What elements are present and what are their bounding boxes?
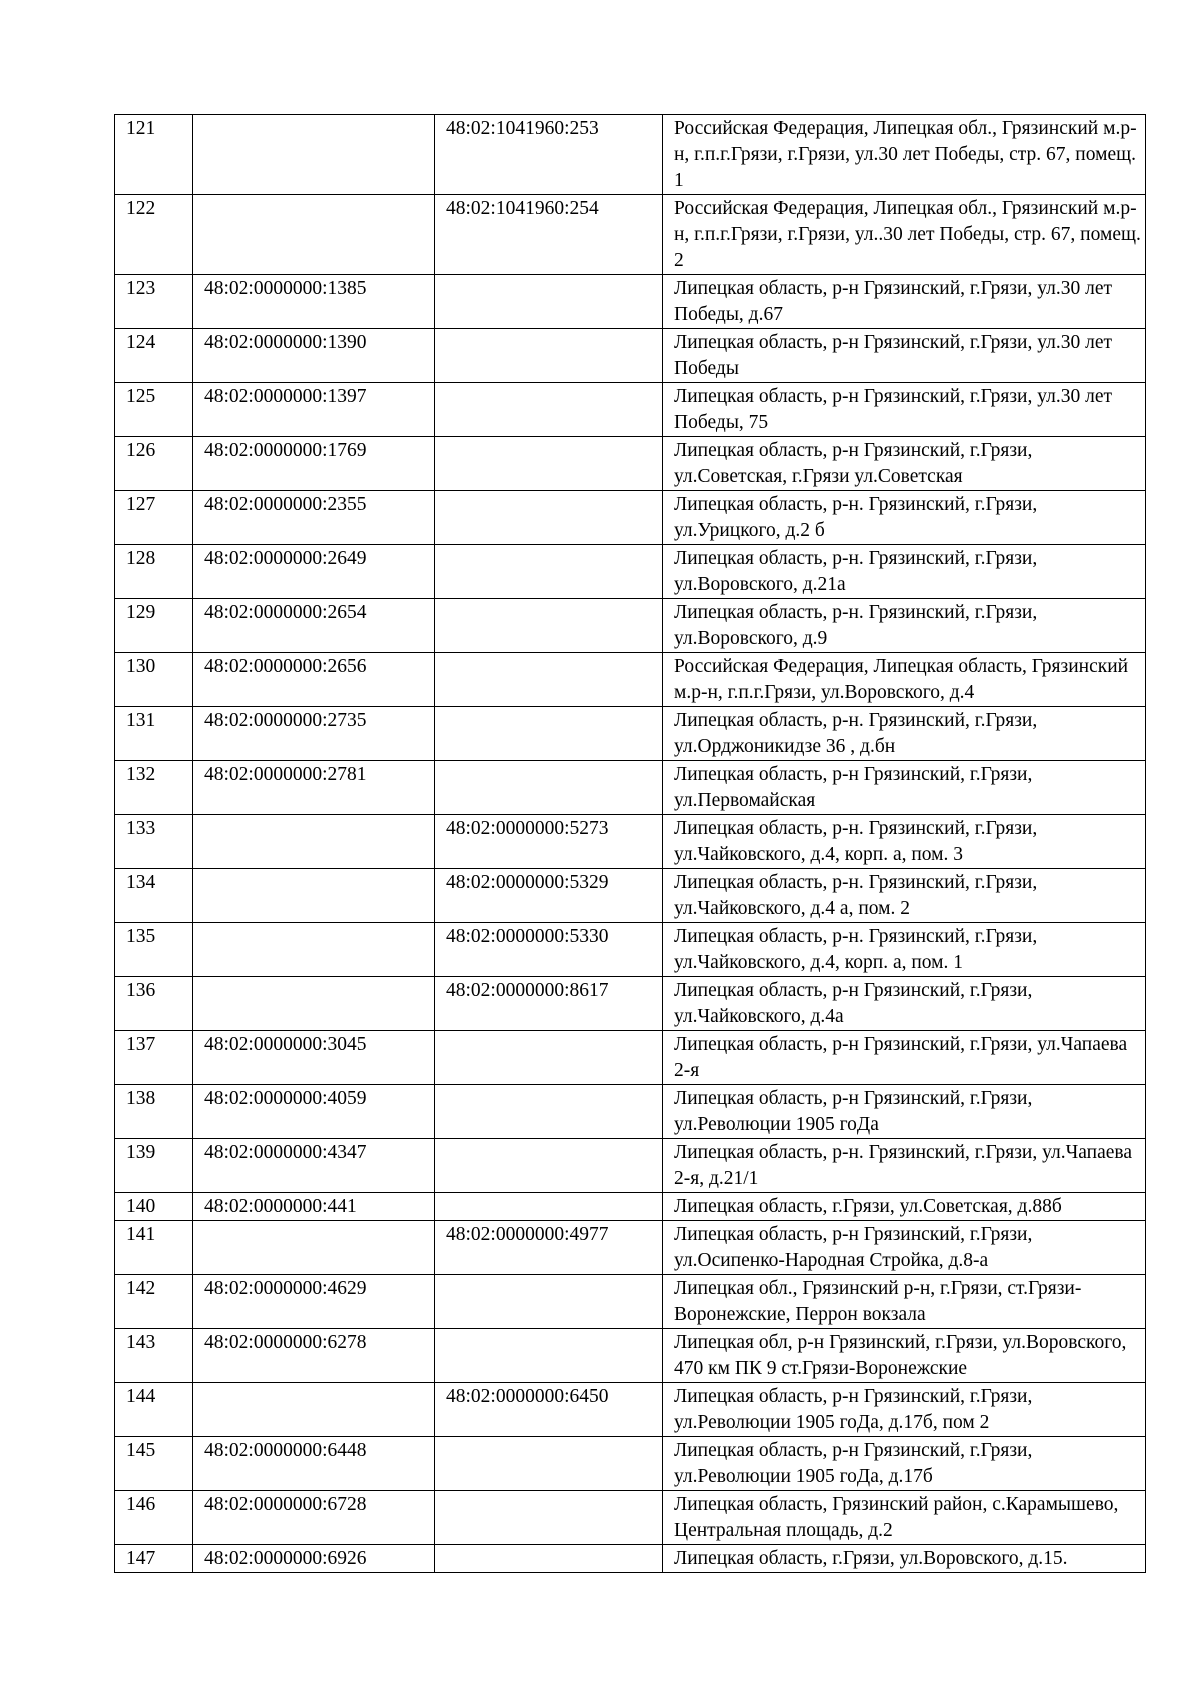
cadastral-number-cell: 48:02:0000000:3045	[193, 1031, 435, 1085]
cadastral-number-premises-cell: 48:02:0000000:8617	[435, 977, 663, 1031]
address-cell: Липецкая область, р-н Грязинский, г.Грязи, ул.Первомайская	[663, 761, 1146, 815]
table-row	[115, 977, 1146, 1031]
cadastral-number-premises-cell: 48:02:0000000:4977	[435, 1221, 663, 1275]
address-cell: Липецкая область, р-н. Грязинский, г.Грязи, ул.Чайковского, д.4, корп. а, пом. 1	[663, 923, 1146, 977]
address-cell: Липецкая область, р-н. Грязинский, г.Грязи, ул.Чайковского, д.4, корп. а, пом. 3	[663, 815, 1146, 869]
cadastral-number-premises-cell: 48:02:0000000:5330	[435, 923, 663, 977]
address-cell: Российская Федерация, Липецкая обл., Грязинский м.р-н, г.п.г.Грязи, г.Грязи, ул..30 лет Победы, стр. 67, помещ. 2	[663, 195, 1146, 275]
row-number: 145	[115, 1437, 193, 1491]
table-row	[115, 815, 1146, 869]
cadastral-number-cell: 48:02:0000000:2355	[193, 491, 435, 545]
address-cell: Липецкая область, р-н Грязинский, г.Грязи, ул.Осипенко-Народная Стройка, д.8-а	[663, 1221, 1146, 1275]
address-cell: Липецкая область, р-н Грязинский, г.Грязи, ул.30 лет Победы, д.67	[663, 275, 1146, 329]
cadastral-number-premises-cell	[435, 275, 663, 329]
cadastral-number-cell	[193, 977, 435, 1031]
table-row	[115, 1545, 1146, 1573]
row-number: 134	[115, 869, 193, 923]
table-row	[115, 653, 1146, 707]
cadastral-number-premises-cell: 48:02:0000000:5273	[435, 815, 663, 869]
row-number: 146	[115, 1491, 193, 1545]
row-number: 141	[115, 1221, 193, 1275]
address-cell: Липецкая область, р-н. Грязинский, г.Грязи, ул.Чайковского, д.4 а, пом. 2	[663, 869, 1146, 923]
cadastral-number-premises-cell	[435, 1545, 663, 1573]
cadastral-number-premises-cell	[435, 329, 663, 383]
table-row	[115, 1383, 1146, 1437]
cadastral-number-premises-cell	[435, 545, 663, 599]
address-cell: Липецкая область, р-н Грязинский, г.Грязи, ул.30 лет Победы	[663, 329, 1146, 383]
row-number: 121	[115, 115, 193, 195]
cadastral-number-premises-cell	[435, 1275, 663, 1329]
cadastral-number-premises-cell	[435, 653, 663, 707]
row-number: 139	[115, 1139, 193, 1193]
address-cell: Российская Федерация, Липецкая обл., Грязинский м.р-н, г.п.г.Грязи, г.Грязи, ул.30 лет Победы, стр. 67, помещ. 1	[663, 115, 1146, 195]
cadastral-number-cell: 48:02:0000000:1397	[193, 383, 435, 437]
row-number: 125	[115, 383, 193, 437]
cadastral-number-premises-cell: 48:02:0000000:6450	[435, 1383, 663, 1437]
cadastral-number-cell: 48:02:0000000:1769	[193, 437, 435, 491]
address-cell: Липецкая область, р-н Грязинский, г.Грязи, ул.Чайковского, д.4а	[663, 977, 1146, 1031]
address-cell: Липецкая область, р-н. Грязинский, г.Грязи, ул.Чапаева 2-я, д.21/1	[663, 1139, 1146, 1193]
row-number: 135	[115, 923, 193, 977]
row-number: 142	[115, 1275, 193, 1329]
cadastral-number-premises-cell	[435, 1491, 663, 1545]
cadastral-number-cell: 48:02:0000000:1390	[193, 329, 435, 383]
address-cell: Липецкая область, г.Грязи, ул.Воровского, д.15.	[663, 1545, 1146, 1573]
address-cell: Липецкая область, р-н. Грязинский, г.Грязи, ул.Воровского, д.9	[663, 599, 1146, 653]
table-row	[115, 1085, 1146, 1139]
row-number: 140	[115, 1193, 193, 1221]
table-row	[115, 1031, 1146, 1085]
address-cell: Липецкая область, р-н Грязинский, г.Грязи, ул.Революции 1905 гоДа	[663, 1085, 1146, 1139]
row-number: 122	[115, 195, 193, 275]
row-number: 131	[115, 707, 193, 761]
table-row	[115, 1221, 1146, 1275]
table-row	[115, 1437, 1146, 1491]
cadastral-number-cell: 48:02:0000000:4059	[193, 1085, 435, 1139]
address-cell: Липецкая область, р-н Грязинский, г.Грязи, ул.Советская, г.Грязи ул.Советская	[663, 437, 1146, 491]
cadastral-number-premises-cell: 48:02:1041960:254	[435, 195, 663, 275]
document-page	[114, 114, 1145, 1573]
cadastral-number-premises-cell	[435, 383, 663, 437]
row-number: 127	[115, 491, 193, 545]
cadastral-number-premises-cell: 48:02:0000000:5329	[435, 869, 663, 923]
cadastral-number-cell: 48:02:0000000:4347	[193, 1139, 435, 1193]
row-number: 143	[115, 1329, 193, 1383]
cadastral-number-cell: 48:02:0000000:4629	[193, 1275, 435, 1329]
table-row	[115, 437, 1146, 491]
row-number: 126	[115, 437, 193, 491]
row-number: 147	[115, 1545, 193, 1573]
table-row	[115, 599, 1146, 653]
cadastral-number-cell: 48:02:0000000:2735	[193, 707, 435, 761]
cadastral-number-premises-cell	[435, 1329, 663, 1383]
table-row	[115, 1139, 1146, 1193]
cadastral-number-cell: 48:02:0000000:6448	[193, 1437, 435, 1491]
table-row	[115, 491, 1146, 545]
table-row	[115, 869, 1146, 923]
row-number: 144	[115, 1383, 193, 1437]
cadastral-number-premises-cell	[435, 1139, 663, 1193]
cadastral-number-premises-cell	[435, 761, 663, 815]
address-cell: Липецкая обл, р-н Грязинский, г.Грязи, ул.Воровского, 470 км ПК 9 ст.Грязи-Воронежские	[663, 1329, 1146, 1383]
table-row	[115, 761, 1146, 815]
address-cell: Липецкая область, р-н Грязинский, г.Грязи, ул.Революции 1905 гоДа, д.17б	[663, 1437, 1146, 1491]
row-number: 123	[115, 275, 193, 329]
cadastral-number-premises-cell	[435, 707, 663, 761]
table-row	[115, 1193, 1146, 1221]
cadastral-number-premises-cell	[435, 1031, 663, 1085]
cadastral-number-cell: 48:02:0000000:2781	[193, 761, 435, 815]
address-cell: Липецкая область, р-н. Грязинский, г.Грязи, ул.Урицкого, д.2 б	[663, 491, 1146, 545]
address-cell: Российская Федерация, Липецкая область, Грязинский м.р-н, г.п.г.Грязи, ул.Воровского, д.4	[663, 653, 1146, 707]
address-cell: Липецкая область, р-н Грязинский, г.Грязи, ул.30 лет Победы, 75	[663, 383, 1146, 437]
cadastral-number-cell: 48:02:0000000:6926	[193, 1545, 435, 1573]
cadastral-number-cell	[193, 923, 435, 977]
property-table-body	[115, 115, 1146, 1573]
cadastral-number-cell: 48:02:0000000:1385	[193, 275, 435, 329]
row-number: 124	[115, 329, 193, 383]
cadastral-number-cell: 48:02:0000000:2656	[193, 653, 435, 707]
table-row	[115, 1329, 1146, 1383]
address-cell: Липецкая область, р-н Грязинский, г.Грязи, ул.Революции 1905 гоДа, д.17б, пом 2	[663, 1383, 1146, 1437]
address-cell: Липецкая область, Грязинский район, с.Карамышево, Центральная площадь, д.2	[663, 1491, 1146, 1545]
property-table	[114, 114, 1146, 1573]
address-cell: Липецкая область, р-н. Грязинский, г.Грязи, ул.Воровского, д.21а	[663, 545, 1146, 599]
cadastral-number-cell	[193, 115, 435, 195]
table-row	[115, 275, 1146, 329]
cadastral-number-cell: 48:02:0000000:6278	[193, 1329, 435, 1383]
cadastral-number-premises-cell	[435, 1085, 663, 1139]
cadastral-number-cell	[193, 1383, 435, 1437]
cadastral-number-premises-cell	[435, 1437, 663, 1491]
address-cell: Липецкая область, г.Грязи, ул.Советская, д.88б	[663, 1193, 1146, 1221]
table-row	[115, 923, 1146, 977]
cadastral-number-cell	[193, 815, 435, 869]
cadastral-number-cell	[193, 1221, 435, 1275]
row-number: 138	[115, 1085, 193, 1139]
row-number: 132	[115, 761, 193, 815]
cadastral-number-cell: 48:02:0000000:2649	[193, 545, 435, 599]
table-row	[115, 707, 1146, 761]
row-number: 128	[115, 545, 193, 599]
table-row	[115, 545, 1146, 599]
table-row	[115, 1491, 1146, 1545]
cadastral-number-cell: 48:02:0000000:441	[193, 1193, 435, 1221]
address-cell: Липецкая область, р-н. Грязинский, г.Грязи, ул.Орджоникидзе 36 , д.бн	[663, 707, 1146, 761]
row-number: 129	[115, 599, 193, 653]
cadastral-number-premises-cell	[435, 437, 663, 491]
cadastral-number-cell: 48:02:0000000:6728	[193, 1491, 435, 1545]
cadastral-number-cell	[193, 195, 435, 275]
table-row	[115, 195, 1146, 275]
row-number: 137	[115, 1031, 193, 1085]
cadastral-number-cell: 48:02:0000000:2654	[193, 599, 435, 653]
row-number: 130	[115, 653, 193, 707]
cadastral-number-premises-cell: 48:02:1041960:253	[435, 115, 663, 195]
cadastral-number-premises-cell	[435, 599, 663, 653]
table-row	[115, 115, 1146, 195]
address-cell: Липецкая область, р-н Грязинский, г.Грязи, ул.Чапаева 2-я	[663, 1031, 1146, 1085]
address-cell: Липецкая обл., Грязинский р-н, г.Грязи, ст.Грязи-Воронежские, Перрон вокзала	[663, 1275, 1146, 1329]
cadastral-number-cell	[193, 869, 435, 923]
table-row	[115, 329, 1146, 383]
row-number: 133	[115, 815, 193, 869]
table-row	[115, 1275, 1146, 1329]
cadastral-number-premises-cell	[435, 1193, 663, 1221]
cadastral-number-premises-cell	[435, 491, 663, 545]
row-number: 136	[115, 977, 193, 1031]
table-row	[115, 383, 1146, 437]
